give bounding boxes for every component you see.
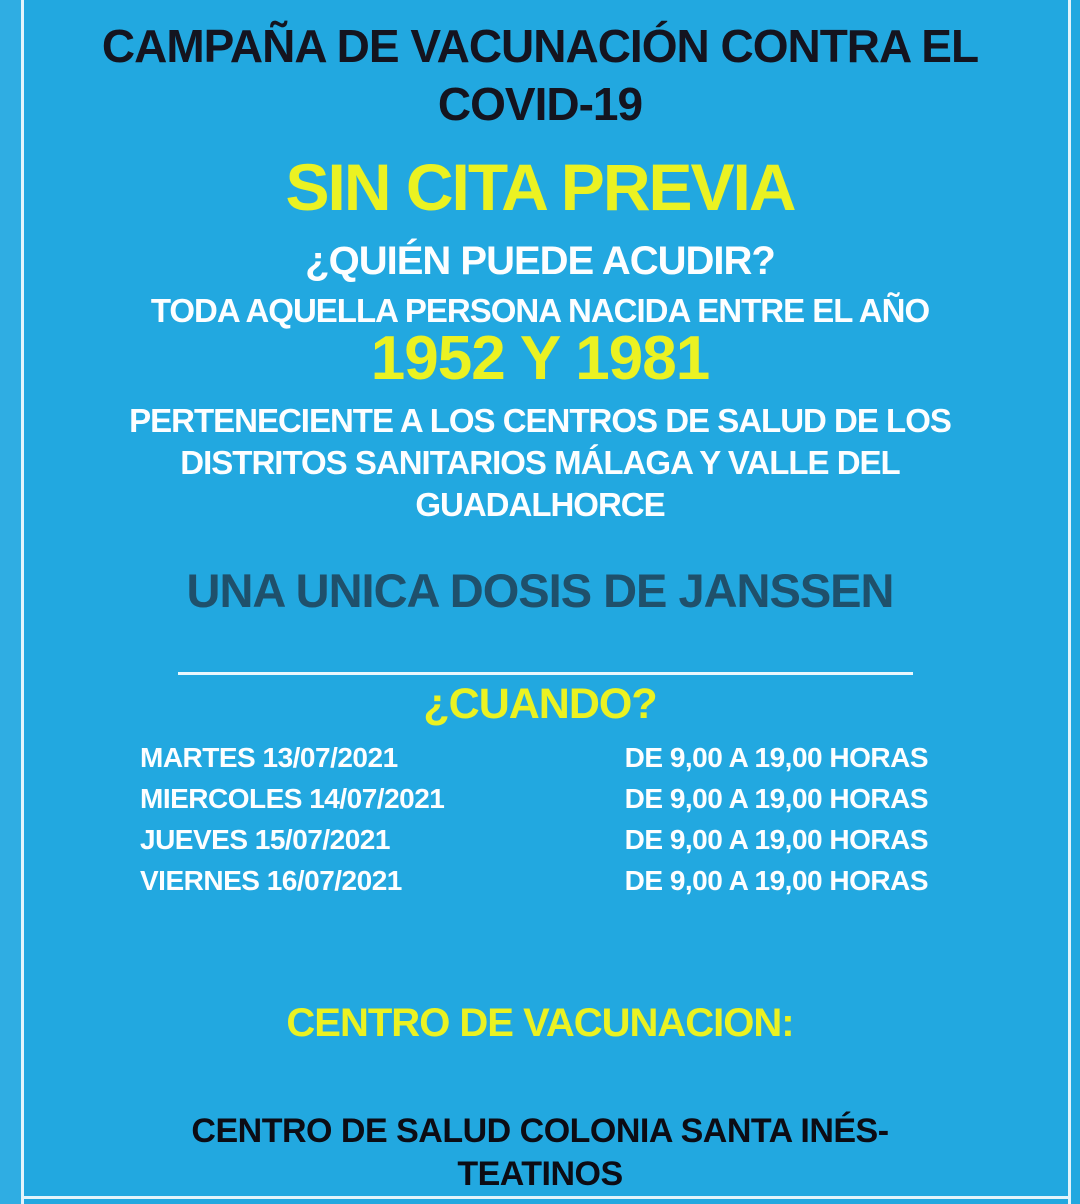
eligibility-detail-line1: PERTENECIENTE A LOS CENTROS DE SALUD DE LOS [129,402,951,439]
inner-border-left-line [21,0,24,1204]
no-appointment-headline: SIN CITA PREVIA [285,150,795,224]
eligibility-detail-line2: DISTRITOS SANITARIOS MÁLAGA Y VALLE DEL [180,444,900,481]
birth-years-range: 1952 Y 1981 [370,324,710,393]
page-edge-strip [0,0,21,1204]
schedule-day: JUEVES 15/07/2021 [140,824,390,855]
eligibility-detail-line3: GUADALHORCE [415,486,665,523]
campaign-title-line1: CAMPAÑA DE VACUNACIÓN CONTRA EL [101,20,979,72]
schedule-hours: DE 9,00 A 19,00 HORAS [624,742,928,773]
vaccination-center-name-line2: TEATINOS [457,1155,623,1193]
schedule-hours: DE 9,00 A 19,00 HORAS [624,783,928,814]
inner-border-bottom-line [21,1196,1071,1199]
section-divider-line [178,672,913,675]
vaccination-center-heading: CENTRO DE VACUNACION: [286,1001,794,1045]
schedule-hours: DE 9,00 A 19,00 HORAS [624,824,928,855]
inner-border-right-line [1068,0,1071,1204]
schedule-row [140,783,928,824]
schedule-row [140,742,928,783]
schedule-row [140,865,928,906]
when-heading: ¿CUANDO? [423,680,657,728]
schedule-hours: DE 9,00 A 19,00 HORAS [624,865,928,896]
campaign-title-line2: COVID-19 [437,78,643,130]
single-dose-info: UNA UNICA DOSIS DE JANSSEN [186,564,894,617]
schedule-day: MIERCOLES 14/07/2021 [140,783,445,814]
vaccination-center-name-line1: CENTRO DE SALUD COLONIA SANTA INÉS- [191,1112,889,1150]
schedule-row [140,824,928,865]
who-can-attend-question: ¿QUIÉN PUEDE ACUDIR? [305,239,775,283]
birth-years-intro: TODA AQUELLA PERSONA NACIDA ENTRE EL AÑO [150,292,930,329]
schedule-table [140,742,928,906]
eligibility-detail [30,400,1050,526]
vaccination-center-name [30,1110,1050,1196]
schedule-day: VIERNES 16/07/2021 [140,865,402,896]
schedule-day: MARTES 13/07/2021 [140,742,398,773]
